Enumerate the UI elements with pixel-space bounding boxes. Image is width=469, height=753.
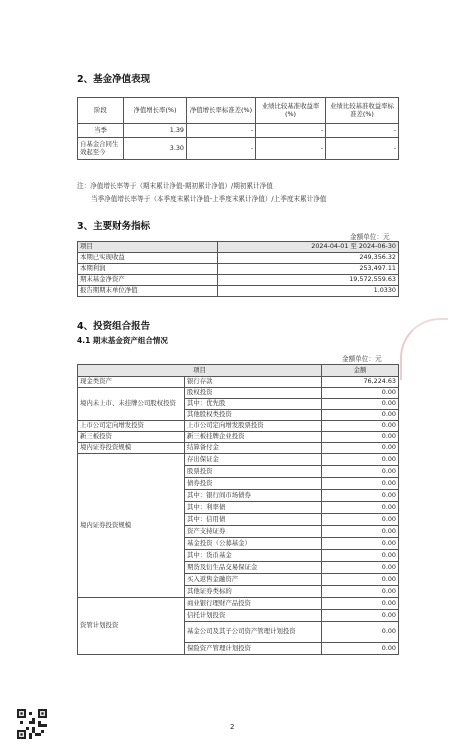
- cell: 当季: [78, 124, 124, 138]
- note-line: 注：净值增长率等于（期末累计净值-期初累计净值）/期初累计净值: [77, 182, 273, 190]
- item-name: 新三板挂牌企业投资: [185, 432, 322, 443]
- unit-label: 金额单位：元: [342, 355, 382, 363]
- item-amount: 0.00: [322, 643, 399, 655]
- item-name: 股票投资: [185, 466, 322, 478]
- group-label: 境内证券投资规模: [78, 443, 185, 454]
- item-name: 其中：利率债: [185, 502, 322, 514]
- group-label: 新三板投资: [78, 432, 185, 443]
- item-name: 银行存款: [185, 377, 322, 388]
- table-header-row: [78, 242, 399, 253]
- table-row: [78, 598, 399, 610]
- item-amount: 0.00: [322, 526, 399, 538]
- group-label: 资管计划投资: [78, 598, 185, 655]
- cell: -: [326, 138, 399, 160]
- group-label: 境内未上市、未挂牌公司股权投资: [78, 388, 185, 421]
- item-amount: 0.00: [322, 622, 399, 643]
- header-cell: 阶段: [78, 98, 124, 124]
- group-label: 上市公司定向增发投资: [78, 421, 185, 432]
- cell: 1.39: [124, 124, 187, 138]
- header-cell: 业绩比较基准收益率标准差(%): [326, 98, 399, 124]
- qr-code-icon: [17, 709, 47, 739]
- cell: 1.0330: [218, 286, 399, 297]
- item-name: 商业银行理财产品投资: [185, 598, 322, 610]
- asset-portfolio-table: [77, 364, 399, 655]
- header-cell: 业绩比较基准收益率(%): [256, 98, 326, 124]
- cell: -: [187, 138, 256, 160]
- item-amount: 0.00: [322, 443, 399, 454]
- cell: 期末基金净资产: [78, 275, 218, 286]
- section3-title: 3、主要财务指标: [77, 221, 151, 232]
- cell: -: [326, 124, 399, 138]
- table-row: [78, 264, 399, 275]
- table-row: [78, 454, 399, 466]
- unit-label: 金额单位：元: [350, 233, 390, 241]
- header-cell: 金额: [322, 365, 399, 377]
- item-name: 资产支持证券: [185, 526, 322, 538]
- item-amount: 0.00: [322, 502, 399, 514]
- item-name: 期货及衍生品交易保证金: [185, 562, 322, 574]
- cell: -: [187, 124, 256, 138]
- item-amount: 0.00: [322, 478, 399, 490]
- table-row: [78, 124, 399, 138]
- item-amount: 0.00: [322, 550, 399, 562]
- header-cell: 净值增长率标准差(%): [187, 98, 256, 124]
- table-row: [78, 377, 399, 388]
- item-name: 其中：信用债: [185, 514, 322, 526]
- item-name: 其中：银行间市场债券: [185, 490, 322, 502]
- table-header-row: [78, 98, 399, 124]
- cell: 本期已实现收益: [78, 253, 218, 264]
- item-name: 信托计划投资: [185, 610, 322, 622]
- item-amount: 0.00: [322, 432, 399, 443]
- table-row: [78, 421, 399, 432]
- item-name: 债券投资: [185, 478, 322, 490]
- group-label: 境内证券投资规模: [78, 454, 185, 598]
- item-name: 基金公司及其子公司资产管理计划投资: [185, 622, 322, 643]
- cell: 项目: [78, 242, 218, 253]
- group-label: 现金类资产: [78, 377, 185, 388]
- table-row: [78, 432, 399, 443]
- item-name: 其中：优先股: [185, 399, 322, 410]
- item-amount: 76,224.63: [322, 377, 399, 388]
- cell: -: [256, 124, 326, 138]
- item-amount: 0.00: [322, 410, 399, 421]
- item-amount: 0.00: [322, 538, 399, 550]
- item-name: 其他股权类投资: [185, 410, 322, 421]
- item-amount: 0.00: [322, 399, 399, 410]
- item-amount: 0.00: [322, 574, 399, 586]
- nav-performance-table: [77, 97, 399, 160]
- section4-subtitle: 4.1 期末基金资产组合情况: [77, 336, 168, 345]
- page-number: 2: [230, 723, 235, 731]
- cell: 253,497.11: [218, 264, 399, 275]
- item-name: 存出保证金: [185, 454, 322, 466]
- table-header-row: [78, 365, 399, 377]
- item-amount: 0.00: [322, 610, 399, 622]
- header-cell: 项目: [78, 365, 322, 377]
- cell: 自基金合同生效起至今: [78, 138, 124, 160]
- item-name: 基金投资（公募基金）: [185, 538, 322, 550]
- cell: -: [256, 138, 326, 160]
- item-name: 其他证券类标的: [185, 586, 322, 598]
- item-amount: 0.00: [322, 562, 399, 574]
- section2-title: 2、基金净值表现: [77, 74, 151, 85]
- header-cell: 净值增长率(%): [124, 98, 187, 124]
- item-name: 结算备付金: [185, 443, 322, 454]
- cell: 249,356.32: [218, 253, 399, 264]
- item-amount: 0.00: [322, 598, 399, 610]
- item-name: 买入返售金融资产: [185, 574, 322, 586]
- item-name: 股权投资: [185, 388, 322, 399]
- section4-title: 4、投资组合报告: [77, 321, 151, 332]
- table-row: [78, 443, 399, 454]
- cell: 报告期期末单位净值: [78, 286, 218, 297]
- seal-stamp: [400, 318, 448, 380]
- item-amount: 0.00: [322, 490, 399, 502]
- financial-indicator-table: [77, 241, 399, 297]
- item-amount: 0.00: [322, 514, 399, 526]
- item-amount: 0.00: [322, 586, 399, 598]
- item-name: 保险资产管理计划投资: [185, 643, 322, 655]
- cell: 2024-04-01 至 2024-06-30: [218, 242, 399, 253]
- cell: 本期利润: [78, 264, 218, 275]
- table-row: [78, 253, 399, 264]
- item-amount: 0.00: [322, 388, 399, 399]
- table-row: [78, 275, 399, 286]
- item-amount: 0.00: [322, 466, 399, 478]
- item-name: 其中：货币基金: [185, 550, 322, 562]
- item-amount: 0.00: [322, 421, 399, 432]
- cell: 19,572,559.63: [218, 275, 399, 286]
- table-row: [78, 286, 399, 297]
- table-row: [78, 388, 399, 399]
- item-amount: 0.00: [322, 454, 399, 466]
- item-name: 上市公司定向增发股票投资: [185, 421, 322, 432]
- table-row: [78, 138, 399, 160]
- note-line: 当季净值增长率等于（本季度末累计净值-上季度末累计净值）/上季度末累计净值: [91, 195, 327, 203]
- cell: 3.30: [124, 138, 187, 160]
